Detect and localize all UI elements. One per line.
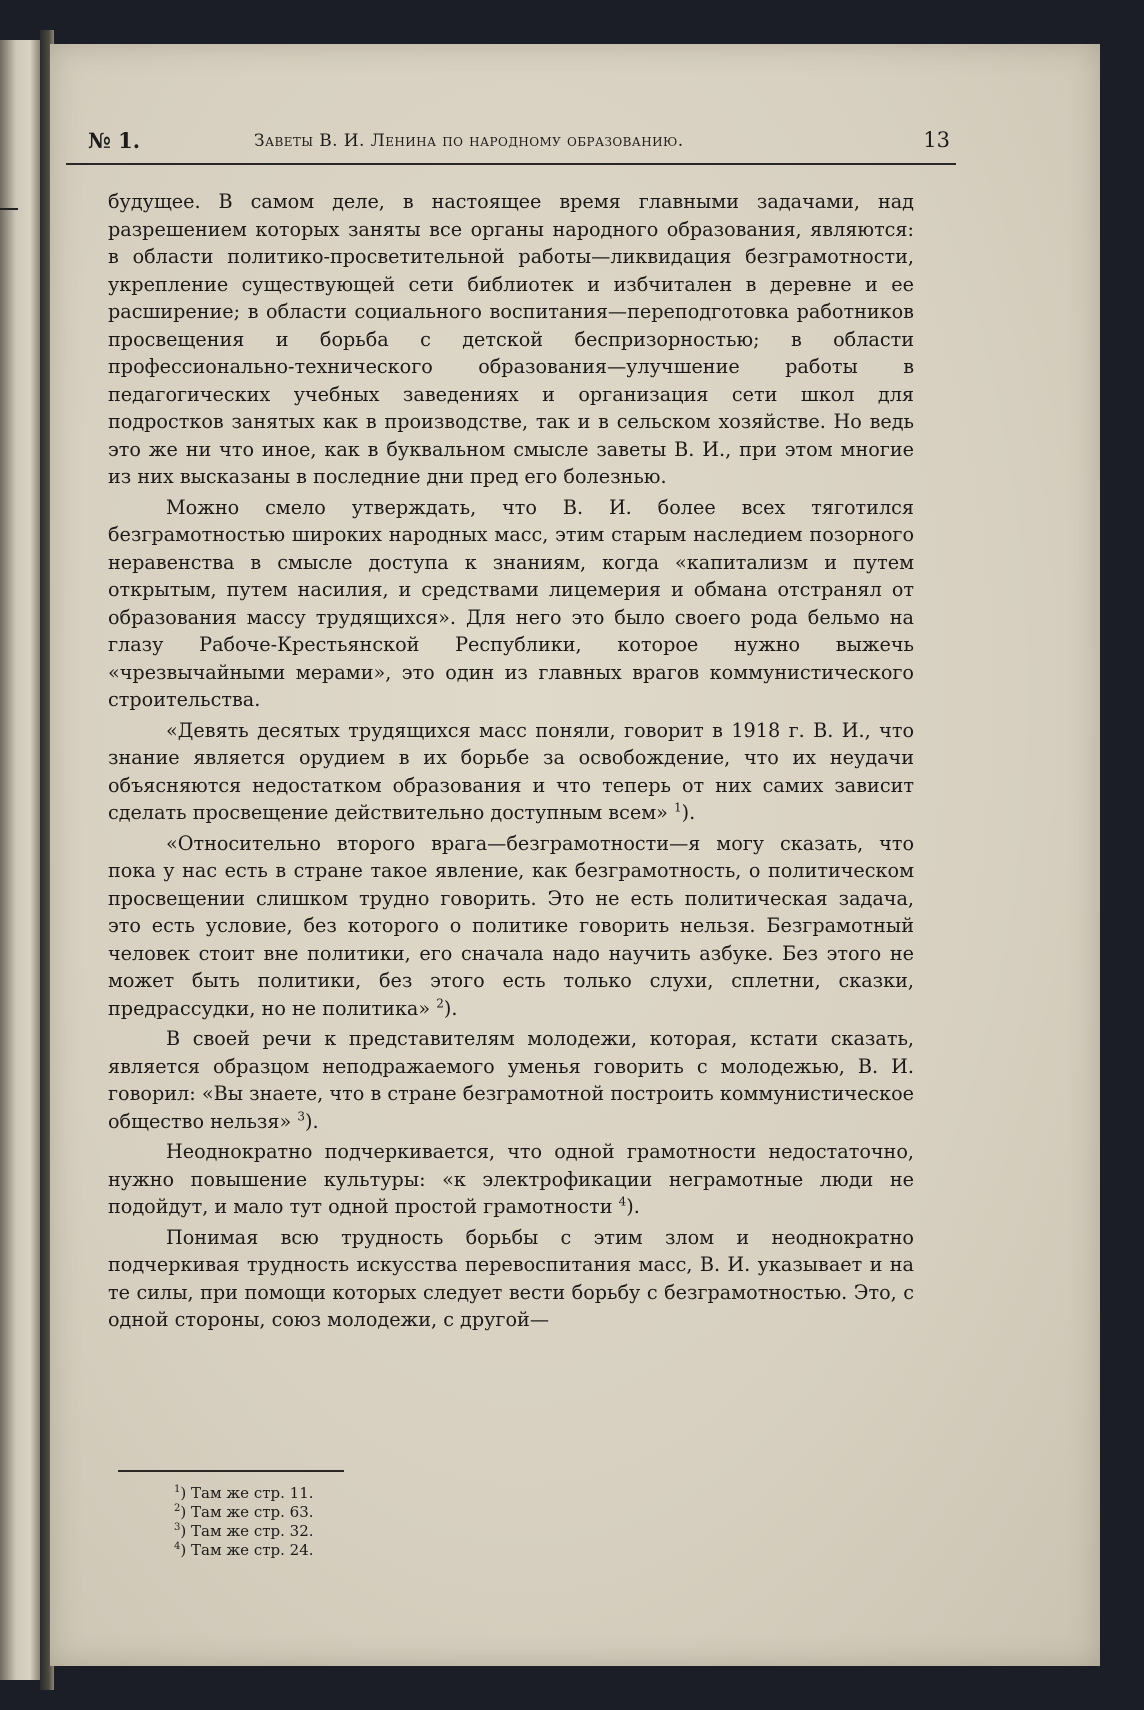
paragraph-6: Неоднократно подчеркивается, что одной грамотности недостаточно, нужно повышение культуры: «к электрофикации неграмотные люди не подойдут, и мало тут одной простой грамотности $^4$). — [108, 1140, 914, 1218]
footnote-2: $^2$) Там же стр. 63. — [174, 1503, 314, 1521]
footnote-ref-2: 2 — [436, 996, 444, 1011]
page-number: 13 — [923, 128, 950, 152]
footnote-1: $^1$) Там же стр. 11. — [174, 1484, 314, 1502]
footnote-4: $^4$) Там же стр. 24. — [174, 1541, 314, 1559]
paragraph-1: будущее. В самом деле, в настоящее время главными задачами, над разрешением которых заняты все органы народного образования, являются: в области политико-просветительной работы—ликвидация безграмотности, укрепление существующей сети библиотек и избчитален в деревне и ее расширение; в области социального воспитания—переподготовка работников просвещения и борьба с детской беспризорностью; в области профессионально-технического образования—улучшение работы в педагогических учебных заведениях и организация сети школ для подростков занятых как в производстве, так и в сельском хозяйстве. Но ведь это же ни что иное, как в буквальном смысле заветы В. И., при этом многие из них высказаны в последние дни пред его болезнью. — [108, 190, 914, 488]
footnote-ref-3: 3 — [297, 1109, 305, 1124]
footnote-ref-1: 1 — [673, 800, 682, 815]
paragraph-3: «Девять десятых трудящихся масс поняли, говорит в 1918 г. В. И., что знание является орудием в их борьбе за освобождение, что их неудачи объясняются недостатком образования и что теперь от них самих зависит сделать просвещение действительно доступным всем» $^1$). — [108, 718, 914, 824]
running-title: Заветы В. И. Ленина по народному образованию. — [254, 131, 684, 151]
previous-page-edge — [0, 40, 40, 1680]
footnote-rule — [118, 1470, 344, 1472]
running-head — [88, 128, 956, 162]
footnote-3: $^3$) Там же стр. 32. — [174, 1522, 314, 1540]
footnotes — [174, 1484, 314, 1560]
paragraph-7: Понимая всю трудность борьбы с этим злом и неоднократно подчеркивая трудность искусства перевоспитания масс, В. И. указывает и на те силы, при помощи которых следует вести борьбу с безграмотностью. Это, с одной стороны, союз молодежи, с другой— — [108, 1225, 914, 1331]
paragraph-5: В своей речи к представителям молодежи, которая, кстати сказать, является образцом неподражаемого уменья говорить с молодежью, В. И. говорил: «Вы знаете, что в стране безграмотной построить коммунистическое общество нельзя» $^3$). — [108, 1027, 914, 1133]
paragraph-4: «Относительно второго врага—безграмотности—я могу сказать, что пока у нас есть в стране такое явление, как безграмотность, о политическом просвещении слишком трудно говорить. Это не есть политическая задача, это есть условие, без которого о политике говорить нельзя. Безграмотный человек стоит вне политики, его сначала надо научить азбуке. Без этого не может быть политики, без этого есть только слухи, сплетни, сказки, предрассудки, но не политика» $^2$). — [108, 831, 914, 1020]
footnote-ref-4: 4 — [618, 1194, 627, 1209]
header-rule — [66, 163, 956, 165]
issue-number: № 1. — [88, 128, 141, 153]
body-text — [108, 188, 914, 1334]
previous-page-rule — [0, 208, 18, 210]
paragraph-2: Можно смело утверждать, что В. И. более всех тяготился безграмотностью широких народных масс, этим старым наследием позорного неравенства в смысле доступа к знаниям, когда «капитализм и путем открытым, путем насилия, и средствами лицемерия и обмана отстранял от образования массу трудящихся». Для него это было своего рода бельмо на глазу Рабоче-Крестьянской Республики, которое нужно выжечь «чрезвычайными мерами», это один из главных врагов коммунистического строительства. — [108, 495, 914, 711]
